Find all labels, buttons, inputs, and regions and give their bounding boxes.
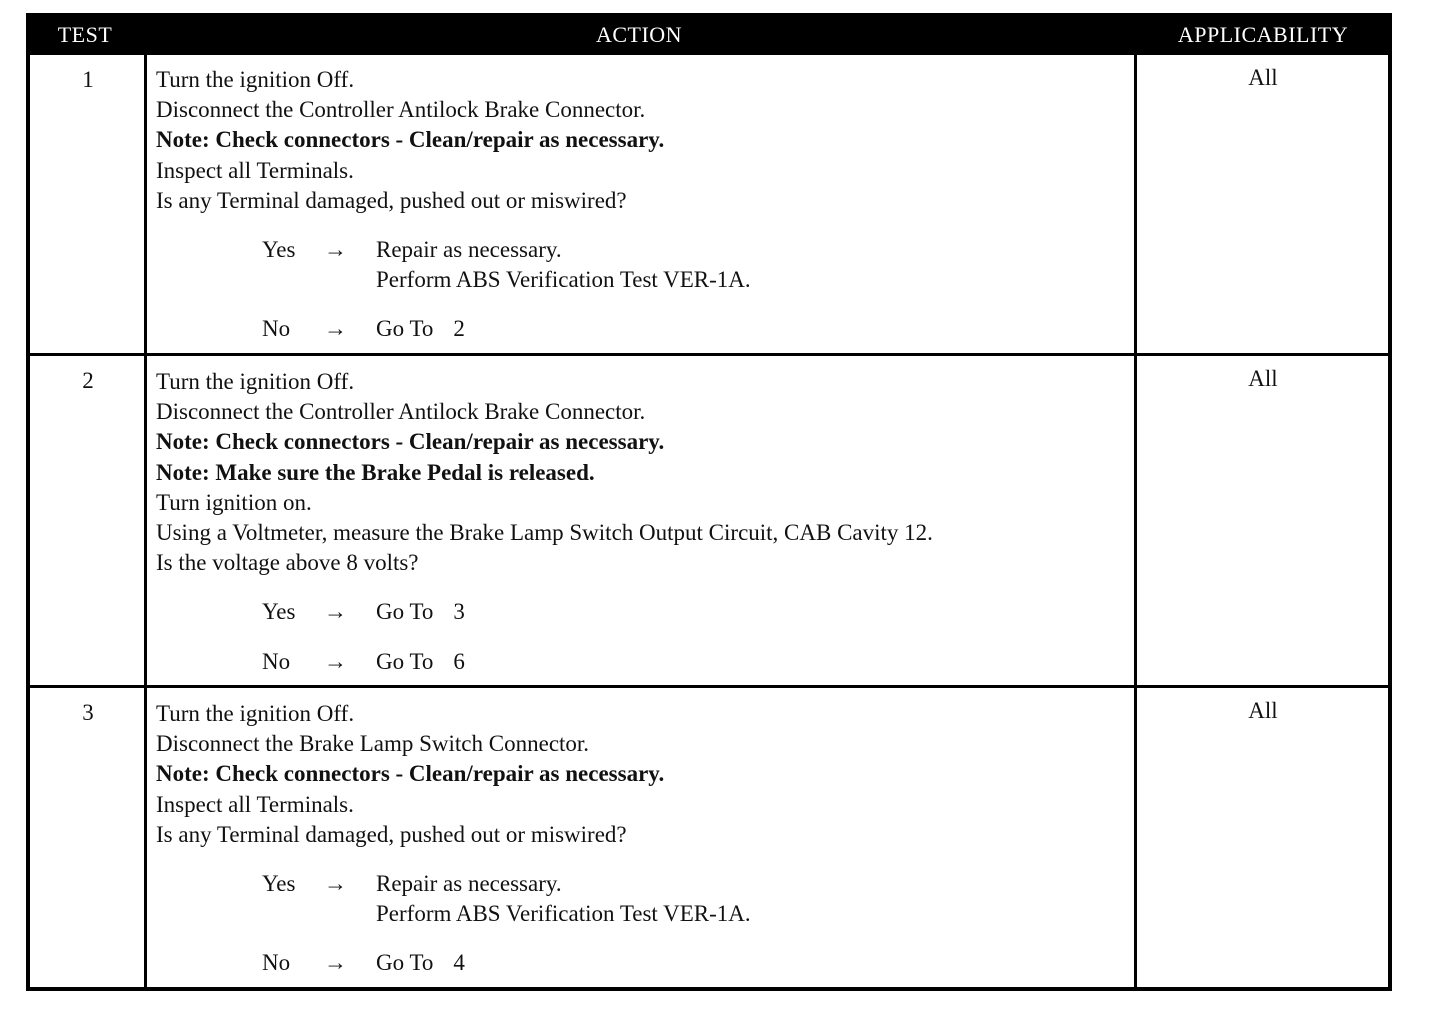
action-cell (156, 65, 1136, 345)
arrow-right-icon: → (324, 237, 347, 263)
action-line: Disconnect the Brake Lamp Switch Connector. (156, 731, 590, 757)
test-number: 1 (82, 67, 94, 92)
arrow-right-icon: → (324, 599, 347, 625)
yes-label: Yes (262, 237, 296, 263)
yes-goto-target: 3 (453, 599, 465, 625)
action-note: Note: Check connectors - Clean/repair as necessary. (156, 761, 665, 787)
header-test: TEST (57, 22, 113, 47)
no-response (262, 948, 1136, 978)
no-response (262, 314, 1136, 344)
no-goto: Go To (376, 316, 434, 342)
diagnostic-test-table (26, 13, 1392, 991)
yes-result-line: Repair as necessary. (376, 237, 562, 263)
yes-label: Yes (262, 599, 296, 625)
action-cell (156, 367, 1136, 677)
arrow-right-icon: → (324, 316, 347, 342)
arrow-right-icon: → (324, 950, 347, 976)
action-line: Disconnect the Controller Antilock Brake Connector. (156, 399, 646, 425)
action-note: Note: Check connectors - Clean/repair as necessary. (156, 127, 665, 153)
no-goto-target: 2 (453, 316, 465, 342)
action-line: Inspect all Terminals. (156, 157, 354, 183)
action-line: Turn the ignition Off. (156, 701, 355, 726)
arrow-right-icon: → (324, 871, 347, 897)
action-question: Is the voltage above 8 volts? (156, 550, 419, 576)
yes-result (376, 235, 751, 295)
table-header (26, 13, 1392, 55)
header-applicability: APPLICABILITY (1177, 22, 1349, 47)
test-number: 2 (82, 368, 94, 393)
table-row (30, 55, 1388, 353)
yes-label: Yes (262, 871, 296, 897)
yes-goto: Go To (376, 599, 434, 625)
applicability-cell: All (1248, 698, 1278, 723)
no-label: No (262, 316, 291, 342)
arrow-right-icon: → (324, 648, 347, 674)
action-line: Turn ignition on. (156, 489, 312, 515)
no-goto-target: 6 (453, 648, 465, 674)
action-line: Turn the ignition Off. (156, 369, 355, 394)
action-question: Is any Terminal damaged, pushed out or miswired? (156, 821, 627, 847)
no-response (262, 647, 1136, 677)
action-note: Note: Check connectors - Clean/repair as necessary. (156, 429, 665, 455)
yes-result (376, 869, 751, 929)
yes-response (262, 869, 1136, 929)
applicability-cell: All (1248, 65, 1278, 90)
test-number: 3 (82, 700, 94, 725)
action-cell (156, 699, 1136, 979)
action-note: Note: Make sure the Brake Pedal is released. (156, 459, 595, 485)
no-label: No (262, 648, 291, 674)
no-goto-target: 4 (453, 950, 465, 976)
action-line: Using a Voltmeter, measure the Brake Lamp Switch Output Circuit, CAB Cavity 12. (156, 520, 933, 546)
yes-response (262, 597, 1136, 627)
action-question: Is any Terminal damaged, pushed out or miswired? (156, 187, 627, 213)
action-line: Inspect all Terminals. (156, 791, 354, 817)
no-goto: Go To (376, 950, 434, 976)
yes-result-line: Repair as necessary. (376, 871, 562, 897)
action-line: Disconnect the Controller Antilock Brake Connector. (156, 97, 646, 123)
table-row (30, 356, 1388, 685)
no-goto: Go To (376, 648, 434, 674)
no-label: No (262, 950, 291, 976)
applicability-cell: All (1248, 366, 1278, 391)
yes-result-line: Perform ABS Verification Test VER-1A. (376, 901, 751, 927)
action-line: Turn the ignition Off. (156, 67, 355, 92)
yes-response (262, 235, 1136, 295)
yes-result-line: Perform ABS Verification Test VER-1A. (376, 267, 751, 293)
header-action: ACTION (595, 22, 683, 47)
table-row (30, 688, 1388, 987)
